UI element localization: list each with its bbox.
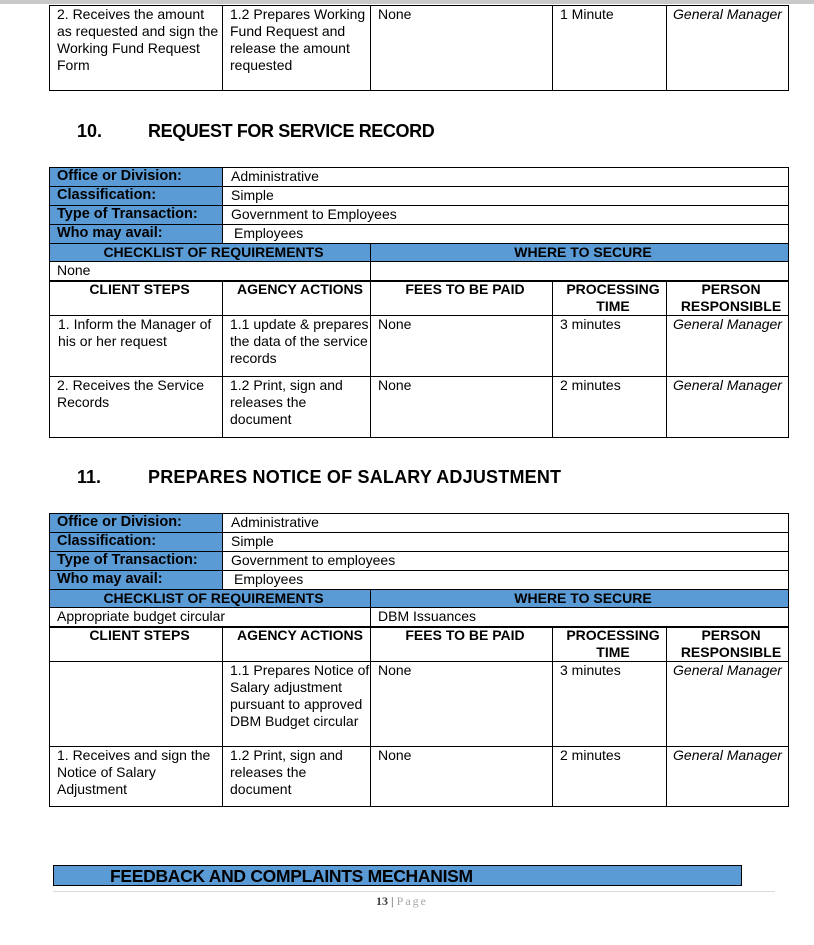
continued-steps-table [49, 5, 789, 91]
checklist-value: Appropriate budget circular [50, 608, 371, 628]
agency-action-cell: 1.2 Prepares Working Fund Request and release the amount requested [223, 6, 371, 91]
checklist-header: CHECKLIST OF REQUIREMENTS [50, 590, 371, 608]
section-10-number: 10. [77, 121, 103, 141]
col-processing-time: PROCESSING TIME [553, 627, 667, 662]
agency-action-cell: 1.1 update & prepares the data of the service records [223, 316, 371, 377]
checklist-value: None [50, 262, 371, 282]
client-step-cell: 2. Receives the amount as requested and sign the Working Fund Request Form [50, 6, 223, 91]
classification-value: Simple [223, 187, 789, 206]
table-row [50, 608, 789, 628]
classification-label: Classification: [50, 187, 223, 206]
office-value: Administrative [223, 168, 789, 187]
table-row [50, 262, 789, 282]
fees-cell: None [371, 316, 553, 377]
processing-time-cell: 3 minutes [553, 316, 667, 377]
transaction-label: Type of Transaction: [50, 552, 223, 571]
table-header-row [50, 627, 789, 662]
section-10-info-table [49, 167, 789, 244]
table-row [50, 377, 789, 438]
fees-cell: None [371, 377, 553, 438]
person-responsible-cell: General Manager [667, 377, 789, 438]
transaction-value: Government to employees [223, 552, 789, 571]
table-row [50, 514, 789, 533]
table-header-row [50, 281, 789, 316]
table-row [50, 533, 789, 552]
agency-action-cell: 1.2 Print, sign and releases the document [223, 377, 371, 438]
office-label: Office or Division: [50, 514, 223, 533]
page-top-border [0, 0, 814, 4]
office-label: Office or Division: [50, 168, 223, 187]
where-to-secure-header: WHERE TO SECURE [371, 590, 789, 608]
person-responsible-cell: General Manager [667, 316, 789, 377]
processing-time-cell: 2 minutes [553, 747, 667, 807]
table-row [50, 747, 789, 807]
avail-label: Who may avail: [50, 571, 223, 590]
footer-divider [53, 891, 775, 892]
client-step-cell: 1. Inform the Manager of his or her request [50, 316, 223, 377]
col-fees: FEES TO BE PAID [371, 627, 553, 662]
section-10-checklist-table [49, 243, 789, 282]
section-11-checklist-table [49, 589, 789, 628]
client-step-cell: 2. Receives the Service Records [50, 377, 223, 438]
where-to-secure-value [371, 262, 789, 282]
section-11-title: PREPARES NOTICE OF SALARY ADJUSTMENT [148, 467, 562, 487]
table-row [50, 571, 789, 590]
col-agency-actions: AGENCY ACTIONS [223, 281, 371, 316]
table-row [50, 206, 789, 225]
col-person-responsible: PERSON RESPONSIBLE [667, 281, 789, 316]
table-row [50, 225, 789, 244]
processing-time-cell: 3 minutes [553, 662, 667, 747]
transaction-label: Type of Transaction: [50, 206, 223, 225]
fees-cell: None [371, 662, 553, 747]
table-row [50, 552, 789, 571]
person-responsible-cell: General Manager [667, 747, 789, 807]
table-row [50, 590, 789, 608]
col-person-responsible: PERSON RESPONSIBLE [667, 627, 789, 662]
table-row [50, 316, 789, 377]
avail-value: Employees [223, 225, 789, 244]
avail-value: Employees [223, 571, 789, 590]
col-client-steps: CLIENT STEPS [50, 627, 223, 662]
feedback-section-heading: FEEDBACK AND COMPLAINTS MECHANISM [53, 865, 742, 886]
table-row [50, 244, 789, 262]
fees-cell: None [371, 6, 553, 91]
client-step-cell [50, 662, 223, 747]
checklist-header: CHECKLIST OF REQUIREMENTS [50, 244, 371, 262]
avail-label: Who may avail: [50, 225, 223, 244]
table-row [50, 662, 789, 747]
where-to-secure-header: WHERE TO SECURE [371, 244, 789, 262]
fees-cell: None [371, 747, 553, 807]
section-11-info-table [49, 513, 789, 590]
where-to-secure-value: DBM Issuances [371, 608, 789, 628]
page-word: Page [396, 894, 428, 908]
col-client-steps: CLIENT STEPS [50, 281, 223, 316]
col-fees: FEES TO BE PAID [371, 281, 553, 316]
transaction-value: Government to Employees [223, 206, 789, 225]
page-separator: | [391, 894, 394, 908]
page-footer [376, 894, 428, 909]
table-row [50, 187, 789, 206]
person-responsible-cell: General Manager [667, 662, 789, 747]
agency-action-cell: 1.2 Print, sign and releases the document [223, 747, 371, 807]
table-row [50, 6, 789, 91]
page-number: 13 [376, 894, 388, 908]
client-step-cell: 1. Receives and sign the Notice of Salary Adjustment [50, 747, 223, 807]
agency-action-cell: 1.1 Prepares Notice of Salary adjustment pursuant to approved DBM Budget circular [223, 662, 371, 747]
col-processing-time: PROCESSING TIME [553, 281, 667, 316]
processing-time-cell: 1 Minute [553, 6, 667, 91]
col-agency-actions: AGENCY ACTIONS [223, 627, 371, 662]
classification-label: Classification: [50, 533, 223, 552]
classification-value: Simple [223, 533, 789, 552]
section-10-title: REQUEST FOR SERVICE RECORD [148, 121, 435, 141]
person-responsible-cell: General Manager [667, 6, 789, 91]
section-11-number: 11. [77, 467, 102, 487]
processing-time-cell: 2 minutes [553, 377, 667, 438]
section-11-steps-table [49, 626, 789, 807]
section-10-steps-table [49, 280, 789, 438]
table-row [50, 168, 789, 187]
office-value: Administrative [223, 514, 789, 533]
